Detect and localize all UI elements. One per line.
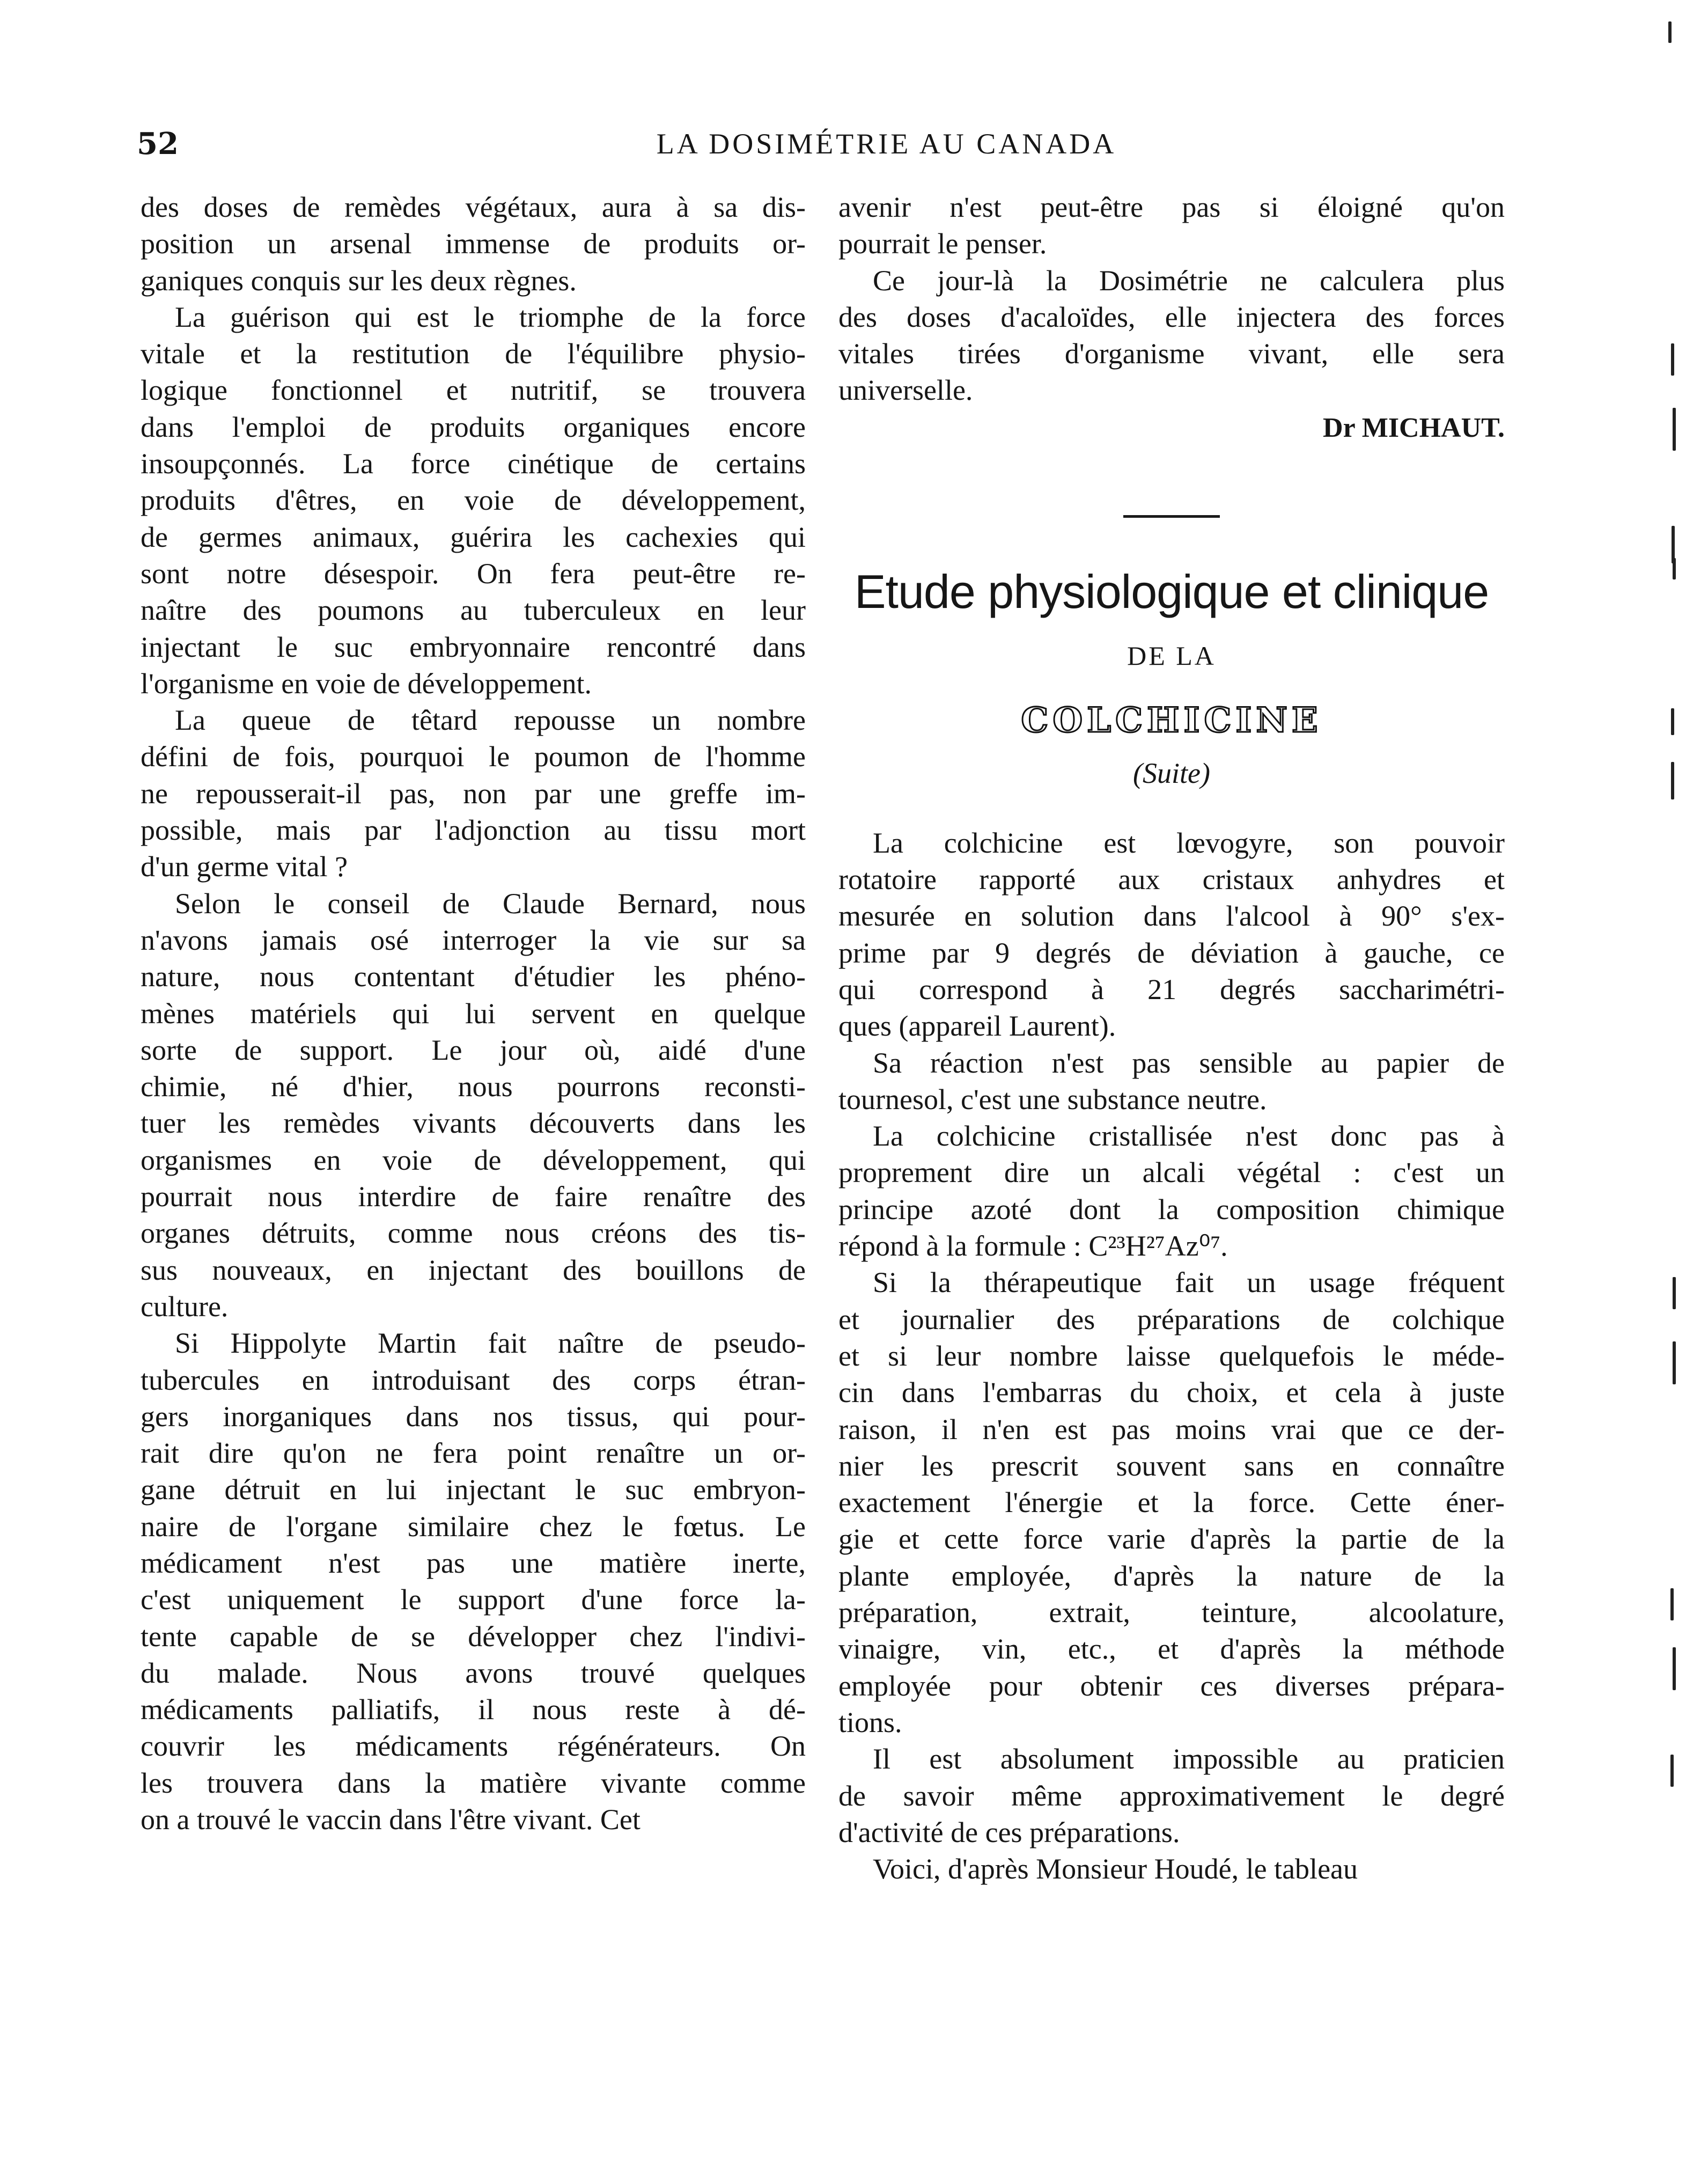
text-line: exactement l'énergie et la force. Cette éner- <box>838 1486 1505 1519</box>
text-line: La colchicine cristallisée n'est donc pas à <box>873 1120 1505 1153</box>
article-continuation-note: (Suite) <box>1133 757 1210 789</box>
scan-speck <box>1671 343 1674 376</box>
right-intro-paragraph <box>838 262 1505 409</box>
text-line: les trouvera dans la matière vivante comme <box>141 1766 806 1799</box>
text-line: possible, mais par l'adjonction au tissu mort <box>141 814 806 847</box>
text-line: Sa réaction n'est pas sensible au papier de <box>873 1046 1505 1079</box>
text-line: nature, nous contentant d'étudier les phéno- <box>141 960 806 993</box>
text-line: universelle. <box>838 374 973 407</box>
text-line: sus nouveaux, en injectant des bouillons de <box>141 1253 806 1286</box>
article-body-paragraph <box>838 1851 1505 1887</box>
text-line: et si leur nombre laisse quelquefois le méde- <box>838 1339 1505 1372</box>
text-line: préparation, extrait, teinture, alcoolature, <box>838 1596 1505 1629</box>
text-line: vitale et la restitution de l'équilibre physio- <box>141 338 806 370</box>
text-line: vinaigre, vin, etc., et d'après la méthode <box>838 1633 1505 1666</box>
text-line: tente capable de se développer chez l'indivi- <box>141 1620 806 1653</box>
scan-speck <box>1673 1647 1676 1690</box>
scan-speck <box>1670 1755 1674 1787</box>
article-title-connector: DE LA <box>1127 640 1216 671</box>
text-line: Il est absolument impossible au praticien <box>873 1743 1505 1776</box>
text-line: rotatoire rapporté aux cristaux anhydres et <box>838 863 1505 896</box>
text-line: d'activité de ces préparations. <box>838 1816 1180 1848</box>
article-title: Etude physiologique et clinique <box>854 564 1489 618</box>
scan-speck <box>1673 1277 1676 1309</box>
scan-speck <box>1671 708 1674 735</box>
text-line: répond à la formule : C²³H²⁷Az⁰⁷. <box>838 1230 1228 1263</box>
text-line: mènes matériels qui lui servent en quelque <box>141 997 806 1030</box>
running-title: LA DOSIMÉTRIE AU CANADA <box>656 128 1117 160</box>
text-line: défini de fois, pourquoi le poumon de l'homme <box>141 740 806 773</box>
left-column-paragraph <box>141 299 806 702</box>
text-line: pourrait nous interdire de faire renaître des <box>141 1180 806 1213</box>
text-line: ne repousserait-il pas, non par une greffe im- <box>141 777 806 810</box>
text-line: Ce jour-là la Dosimétrie ne calculera plus <box>873 264 1505 297</box>
text-line: n'avons jamais osé interroger la vie sur sa <box>141 923 806 956</box>
text-line: on a trouvé le vaccin dans l'être vivant. Cet <box>141 1803 640 1836</box>
text-line: des doses de remèdes végétaux, aura à sa dis- <box>141 191 806 223</box>
text-line: organes détruits, comme nous créons des tis- <box>141 1217 806 1250</box>
article-body-paragraph <box>838 1045 1505 1118</box>
text-line: médicament n'est pas une matière inerte, <box>141 1546 806 1579</box>
text-line: prime par 9 degrés de déviation à gauche, ce <box>838 936 1505 969</box>
page-number: 52 <box>137 126 179 162</box>
text-line: Selon le conseil de Claude Bernard, nous <box>175 887 806 920</box>
text-line: médicaments palliatifs, il nous reste à dé- <box>141 1693 806 1726</box>
right-column <box>838 189 1505 1887</box>
text-line: vitales tirées d'organisme vivant, elle sera <box>838 338 1505 370</box>
left-column-paragraph <box>141 189 806 299</box>
article-body-paragraph <box>838 1118 1505 1264</box>
author-signature: Dr MICHAUT. <box>1323 412 1505 443</box>
text-line: injectant le suc embryonnaire rencontré dans <box>141 630 806 663</box>
text-line: nier les prescrit souvent sans en connaître <box>838 1449 1505 1482</box>
text-line: plante employée, d'après la nature de la <box>838 1559 1505 1592</box>
text-line: qui correspond à 21 degrés saccharimétri- <box>838 973 1505 1006</box>
page-header <box>137 117 1518 171</box>
text-line: gie et cette force varie d'après la partie de la <box>838 1523 1505 1556</box>
article-body-paragraph <box>838 1741 1505 1851</box>
left-column-paragraph <box>141 1325 806 1838</box>
text-line: culture. <box>141 1290 229 1323</box>
text-line: sont notre désespoir. On fera peut-être re- <box>141 557 806 590</box>
text-line: tournesol, c'est une substance neutre. <box>838 1083 1267 1116</box>
text-line: Si Hippolyte Martin fait naître de pseudo- <box>175 1327 806 1360</box>
text-line: l'organisme en voie de développement. <box>141 667 592 700</box>
scan-speck <box>1671 762 1674 799</box>
text-line: avenir n'est peut-être pas si éloigné qu'on <box>838 191 1505 223</box>
text-line: La guérison qui est le triomphe de la force <box>175 300 806 333</box>
scan-edge-marks <box>1647 0 1708 2179</box>
text-line: et journalier des préparations de colchique <box>838 1303 1505 1336</box>
text-line: tuer les remèdes vivants découverts dans les <box>141 1107 806 1140</box>
text-line: employée pour obtenir ces diverses prépara- <box>838 1669 1505 1702</box>
text-line: gers inorganiques dans nos tissus, qui pour- <box>141 1400 806 1433</box>
text-line: proprement dire un alcali végétal : c'est un <box>838 1156 1505 1189</box>
text-line: sorte de support. Le jour où, aidé d'une <box>141 1033 806 1066</box>
text-line: de savoir même approximativement le degré <box>838 1779 1505 1812</box>
scan-speck <box>1673 1341 1676 1384</box>
scan-speck <box>1673 558 1676 579</box>
text-line: tubercules en introduisant des corps étran- <box>141 1363 806 1396</box>
text-line: couvrir les médicaments régénérateurs. On <box>141 1730 806 1763</box>
article-body-paragraph <box>838 1264 1505 1741</box>
text-line: naire de l'organe similaire chez le fœtus. Le <box>141 1510 806 1543</box>
text-line: naître des poumons au tuberculeux en leur <box>141 594 806 627</box>
text-line: de germes animaux, guérira les cachexies qui <box>141 520 806 553</box>
text-line: mesurée en solution dans l'alcool à 90° s'ex- <box>838 900 1505 933</box>
left-column <box>141 189 806 1838</box>
text-line: insoupçonnés. La force cinétique de certains <box>141 447 806 480</box>
text-line: ques (appareil Laurent). <box>838 1010 1116 1043</box>
scan-speck <box>1670 1588 1674 1620</box>
article-body <box>838 825 1505 1888</box>
text-line: c'est uniquement le support d'une force la- <box>141 1583 806 1616</box>
text-line: du malade. Nous avons trouvé quelques <box>141 1656 806 1689</box>
scan-speck <box>1673 408 1676 451</box>
text-line: logique fonctionnel et nutritif, se trouvera <box>141 374 806 407</box>
text-line: dans l'emploi de produits organiques encore <box>141 410 806 443</box>
article-subject: COLCHICINE <box>1021 700 1322 740</box>
text-line: raison, il n'en est pas moins vrai que ce der- <box>838 1413 1505 1446</box>
text-line: La colchicine est lœvogyre, son pouvoir <box>873 826 1505 859</box>
text-line: position un arsenal immense de produits or- <box>141 228 806 260</box>
text-line: rait dire qu'on ne fera point renaître un or- <box>141 1437 806 1470</box>
right-intro-text <box>838 189 1505 409</box>
text-line: produits d'êtres, en voie de développement, <box>141 484 806 517</box>
text-line: pourrait le penser. <box>838 228 1047 260</box>
text-line: des doses d'acaloïdes, elle injectera des forces <box>838 300 1505 333</box>
section-divider <box>1123 515 1220 518</box>
scan-speck <box>1668 21 1672 43</box>
text-line: principe azoté dont la composition chimique <box>838 1193 1505 1226</box>
right-intro-paragraph <box>838 189 1505 262</box>
text-line: La queue de têtard repousse un nombre <box>175 704 806 737</box>
text-line: organismes en voie de développement, qui <box>141 1143 806 1176</box>
article-body-paragraph <box>838 825 1505 1045</box>
text-line: tions. <box>838 1706 902 1738</box>
text-line: Si la thérapeutique fait un usage fréquent <box>873 1266 1505 1299</box>
text-line: cin dans l'embarras du choix, et cela à juste <box>838 1376 1505 1409</box>
left-column-paragraph <box>141 702 806 885</box>
text-line: Voici, d'après Monsieur Houdé, le tableau <box>873 1853 1358 1885</box>
text-line: ganiques conquis sur les deux règnes. <box>141 264 577 297</box>
text-line: gane détruit en lui injectant le suc embryon- <box>141 1473 806 1506</box>
text-line: d'un germe vital ? <box>141 850 348 883</box>
text-line: chimie, né d'hier, nous pourrons reconsti- <box>141 1070 806 1103</box>
left-column-paragraph <box>141 885 806 1325</box>
